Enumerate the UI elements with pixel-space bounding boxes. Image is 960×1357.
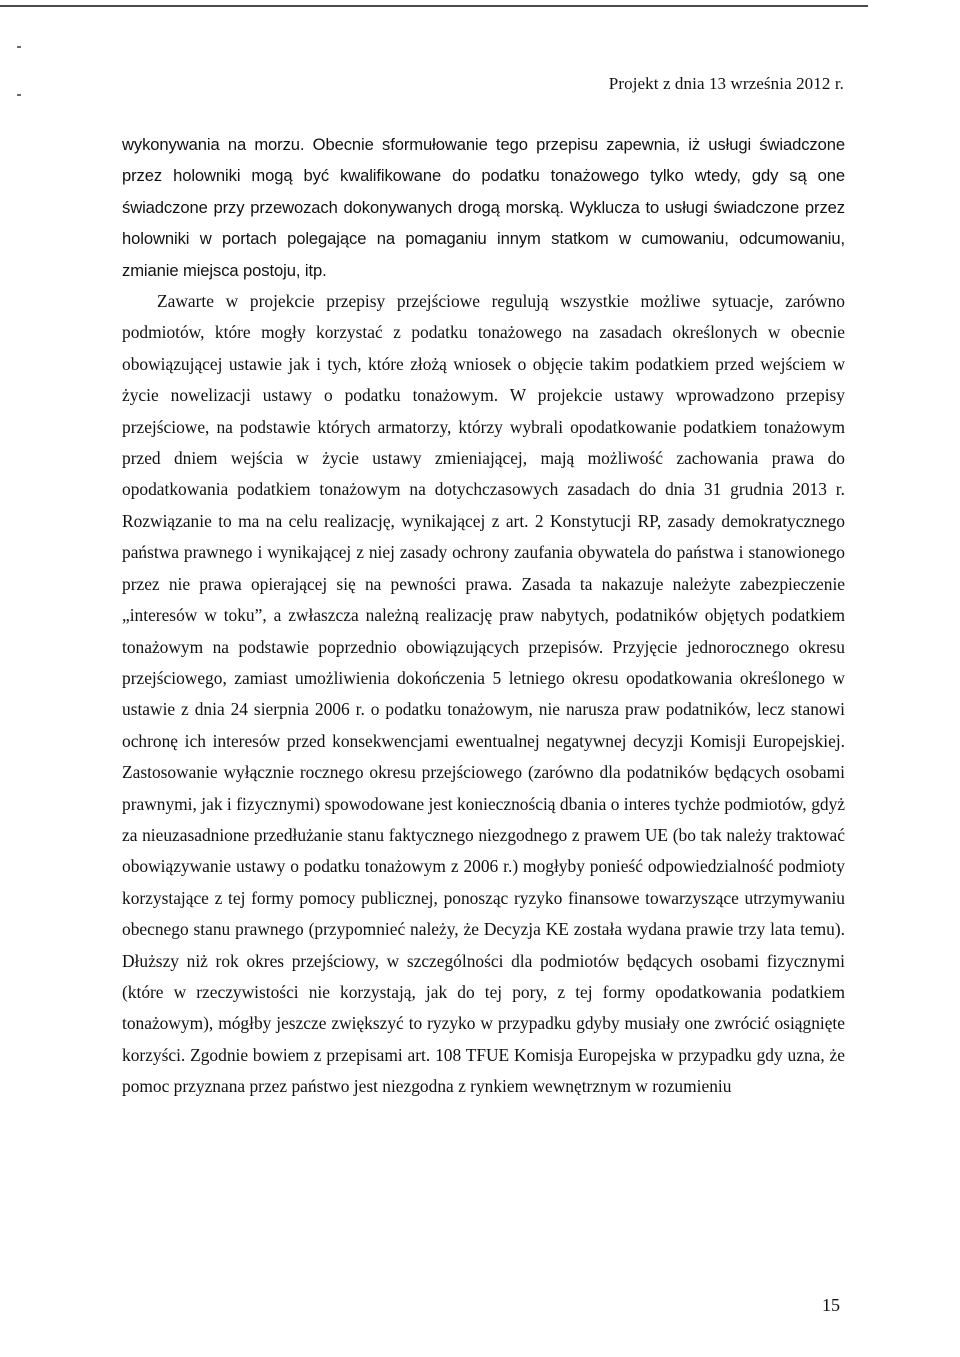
top-border-line [0, 5, 868, 7]
scan-mark [17, 94, 21, 96]
page-number: 15 [822, 1295, 840, 1315]
document-body [122, 129, 845, 1103]
paragraph-transitional-provisions: Zawarte w projekcie przepisy przejściowe regulują wszystkie możliwe sytuacje, zarówno podmiotów, które mogły korzystać z podatku tonażowego na zasadach określonych w obecnie obowiązującej ustawie jak i tych, które złożą wniosek o objęcie takim podatkiem przed wejściem w życie nowelizacji ustawy o podatku tonażowym. W projekcie ustawy wprowadzono przepisy przejściowe, na podstawie których armatorzy, którzy wybrali opodatkowanie podatkiem tonażowym przed dniem wejścia w życie ustawy zmieniającej, mają możliwość zachowania prawa do opodatkowania podatkiem tonażowym na dotychczasowych zasadach do dnia 31 grudnia 2013 r. Rozwiązanie to ma na celu realizację, wynikającej z art. 2 Konstytucji RP, zasady demokratycznego państwa prawnego i wynikającej z niej zasady ochrony zaufania obywatela do państwa i stanowionego przez nie prawa opierającej się na pewności prawa. Zasada ta nakazuje należyte zabezpieczenie „interesów w toku”, a zwłaszcza należną realizację praw nabytych, podatników objętych podatkiem tonażowym na podstawie poprzednio obowiązujących przepisów. Przyjęcie jednorocznego okresu przejściowego, zamiast umożliwienia dokończenia 5 letniego okresu opodatkowania określonego w ustawie z dnia 24 sierpnia 2006 r. o podatku tonażowym, nie narusza praw podatników, lecz stanowi ochronę ich interesów przed konsekwencjami ewentualnej negatywnej decyzji Komisji Europejskiej. Zastosowanie wyłącznie rocznego okresu przejściowego (zarówno dla podatników będących osobami prawnymi, jak i fizycznymi) spowodowane jest koniecznością dbania o interes tychże podmiotów, gdyż za nieuzasadnione przedłużanie stanu faktycznego niezgodnego z prawem UE (bo tak należy traktować obowiązywanie ustawy o podatku tonażowym z 2006 r.) mogłyby ponieść odpowiedzialność podmioty korzystające z tej formy pomocy publicznej, ponosząc ryzyko finansowe towarzyszące utrzymywaniu obecnego stanu prawnego (przypomnieć należy, że Decyzja KE została wydana prawie trzy lata temu). Dłuższy niż rok okres przejściowy, w szczególności dla podmiotów będących osobami fizycznymi (które w rzeczywistości nie korzystają, jak do tej pory, z tej formy opodatkowania podatkiem tonażowym), mógłby jeszcze zwiększyć to ryzyko w przypadku gdyby musiały one zwrócić osiągnięte korzyści. Zgodnie bowiem z przepisami art. 108 TFUE Komisja Europejska w przypadku gdy uzna, że pomoc przyznana przez państwo jest niezgodna z rynkiem wewnętrznym w rozumieniu [122, 291, 845, 1097]
scan-mark [17, 46, 21, 48]
draft-date-header: Projekt z dnia 13 września 2012 r. [608, 74, 844, 93]
paragraph-continuation: wykonywania na morzu. Obecnie sformułowanie tego przepisu zapewnia, iż usługi świadczone przez holowniki mogą być kwalifikowane do podatku tonażowego tylko wtedy, gdy są one świadczone przy przewozach dokonywanych drogą morską. Wyklucza to usługi świadczone przez holowniki w portach polegające na pomaganiu innym statkom w cumowaniu, odcumowaniu, zmianie miejsca postoju, itp. [122, 135, 845, 280]
